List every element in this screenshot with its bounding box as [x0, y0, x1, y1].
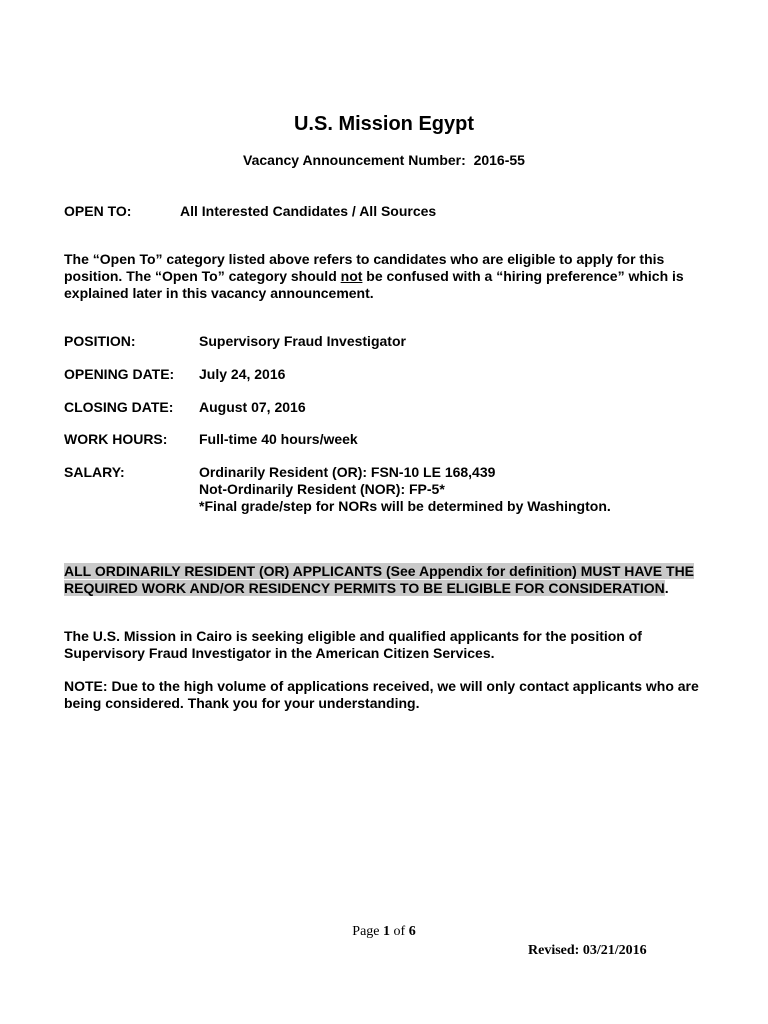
- open-to-note-line2-end: be confused with a “hiring preference” which is: [362, 268, 684, 284]
- underlined-not: not: [340, 268, 363, 284]
- page-number: [0, 924, 768, 940]
- work-hours-label: WORK HOURS:: [64, 431, 168, 447]
- closing-date-label: CLOSING DATE:: [64, 399, 174, 415]
- opening-date-label: OPENING DATE:: [64, 366, 175, 382]
- salary-label: SALARY:: [64, 464, 125, 480]
- intro-line1: The U.S. Mission in Cairo is seeking eligible and qualified applicants for the position of: [64, 628, 642, 644]
- page-current: 1: [383, 924, 391, 939]
- opening-date-value: July 24, 2016: [199, 366, 286, 382]
- residency-notice-line1: ALL ORDINARILY RESIDENT (OR) APPLICANTS (See Appendix for definition) MUST HAVE THE: [64, 563, 695, 579]
- closing-date-value: August 07, 2016: [199, 399, 306, 415]
- note-line1: NOTE: Due to the high volume of applications received, we will only contact applicants who are: [64, 678, 699, 694]
- page-of: of: [393, 924, 406, 939]
- residency-notice: [64, 563, 694, 597]
- salary-line-note: *Final grade/step for NORs will be determined by Washington.: [199, 498, 611, 514]
- open-to-note-line1: The “Open To” category listed above refers to candidates who are eligible to apply for this: [64, 251, 665, 267]
- salary-line-nor: Not-Ordinarily Resident (NOR): FP-5*: [199, 481, 445, 497]
- position-label: POSITION:: [64, 333, 136, 349]
- open-to-note-line2-start: position. The “Open To” category should: [64, 268, 341, 284]
- residency-notice-line2: REQUIRED WORK AND/OR RESIDENCY PERMITS TO BE ELIGIBLE FOR CONSIDERATION: [64, 580, 665, 596]
- note-line2: being considered. Thank you for your understanding.: [64, 695, 420, 711]
- intro-paragraph: [64, 628, 642, 662]
- page-title: U.S. Mission Egypt: [293, 113, 475, 135]
- open-to-label: OPEN TO:: [64, 203, 132, 219]
- work-hours-value: Full-time 40 hours/week: [199, 431, 358, 447]
- vacancy-number: 2016-55: [473, 152, 525, 168]
- position-value: Supervisory Fraud Investigator: [199, 333, 406, 349]
- residency-notice-period: .: [664, 580, 669, 596]
- page-total: 6: [408, 924, 416, 939]
- open-to-value: All Interested Candidates / All Sources: [180, 203, 437, 219]
- open-to-note-line2: [64, 268, 684, 285]
- salary-details: [199, 464, 611, 515]
- note-paragraph: [64, 678, 699, 712]
- vacancy-announcement: [0, 152, 768, 168]
- open-to-note-line3: explained later in this vacancy announcement.: [64, 285, 374, 301]
- vacancy-label: Vacancy Announcement Number:: [243, 152, 466, 168]
- open-to-note: [64, 251, 684, 302]
- revised-date: Revised: 03/21/2016: [528, 943, 647, 958]
- intro-line2: Supervisory Fraud Investigator in the American Citizen Services.: [64, 645, 495, 661]
- salary-line-or: Ordinarily Resident (OR): FSN-10 LE 168,439: [199, 464, 496, 480]
- page-word: Page: [352, 924, 380, 939]
